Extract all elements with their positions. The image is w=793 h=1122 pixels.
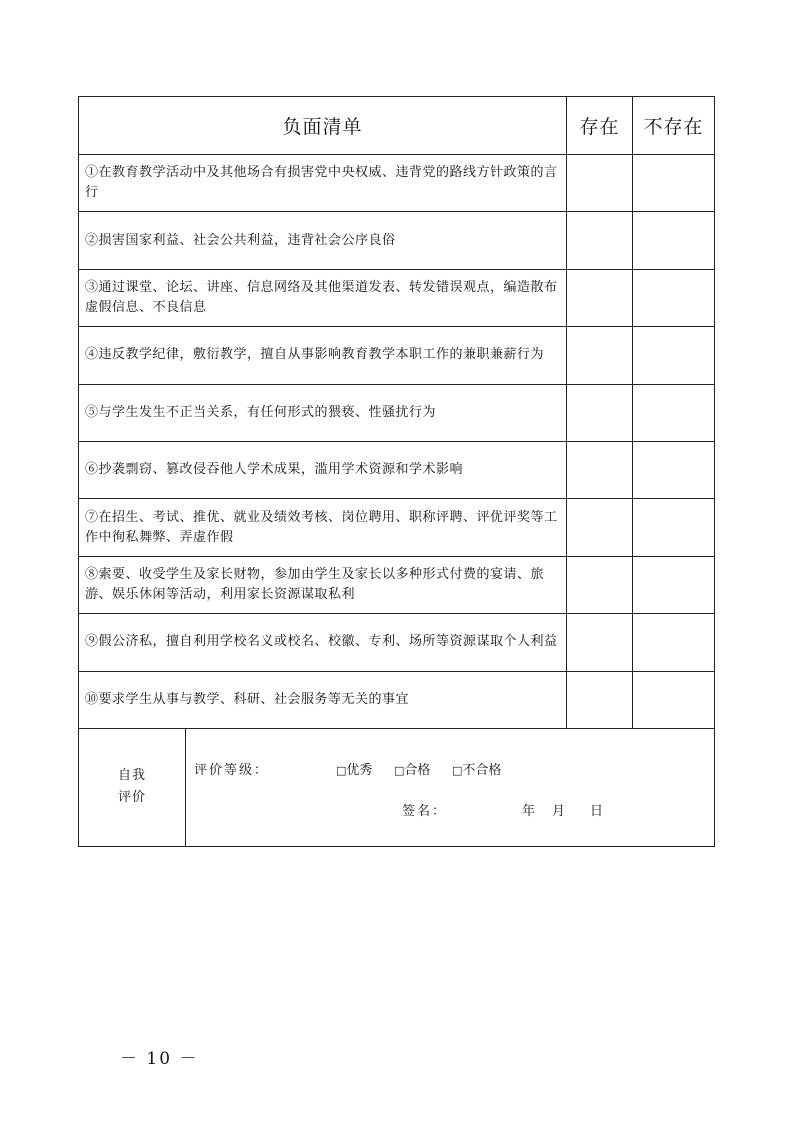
table-row — [79, 212, 714, 269]
not-exists-cell[interactable] — [633, 327, 714, 383]
negative-item-text: ⑦在招生、考试、推优、就业及绩效考核、岗位聘用、职称评聘、评优评奖等工作中徇私舞弊、弄虚作假 — [79, 499, 567, 555]
not-exists-cell[interactable] — [633, 442, 714, 498]
self-evaluation-body — [186, 729, 714, 846]
self-evaluation-label — [79, 729, 186, 846]
exists-cell[interactable] — [567, 557, 633, 613]
exists-cell[interactable] — [567, 442, 633, 498]
self-evaluation-row — [79, 729, 714, 846]
table-row — [79, 385, 714, 442]
option-pass-label: 合格 — [404, 762, 431, 778]
negative-item-text: ⑧索要、收受学生及家长财物，参加由学生及家长以多种形式付费的宴请、旅游、娱乐休闲等活动，利用家长资源谋取私利 — [79, 557, 567, 613]
not-exists-cell[interactable] — [633, 557, 714, 613]
exists-cell[interactable] — [567, 270, 633, 326]
exists-cell[interactable] — [567, 212, 633, 268]
table-row — [79, 614, 714, 671]
negative-item-text: ④违反教学纪律，敷衍教学，擅自从事影响教育教学本职工作的兼职兼薪行为 — [79, 327, 567, 383]
table-body — [79, 155, 714, 729]
negative-item-text: ⑩要求学生从事与教学、科研、社会服务等无关的事宜 — [79, 672, 567, 728]
day-label: 日 — [590, 803, 604, 819]
not-exists-cell[interactable] — [633, 212, 714, 268]
negative-item-text: ⑨假公济私，擅自利用学校名义或校名、校徽、专利、场所等资源谋取个人利益 — [79, 614, 567, 670]
not-exists-cell[interactable] — [633, 155, 714, 211]
header-negative-list: 负面清单 — [79, 97, 567, 154]
table-row — [79, 442, 714, 499]
exists-cell[interactable] — [567, 327, 633, 383]
not-exists-cell[interactable] — [633, 499, 714, 555]
self-eval-label-line1: 自我 — [117, 768, 146, 784]
table-row — [79, 270, 714, 327]
table-header — [79, 97, 714, 155]
header-exists: 存在 — [567, 97, 633, 154]
year-label: 年 — [522, 803, 536, 819]
not-exists-cell[interactable] — [633, 672, 714, 728]
negative-item-text: ②损害国家利益、社会公共利益，违背社会公序良俗 — [79, 212, 567, 268]
self-eval-label-line2: 评价 — [117, 790, 146, 806]
exists-cell[interactable] — [567, 499, 633, 555]
table-row — [79, 672, 714, 729]
not-exists-cell[interactable] — [633, 614, 714, 670]
exists-cell[interactable] — [567, 672, 633, 728]
table-row — [79, 557, 714, 614]
table-row — [79, 499, 714, 556]
negative-item-text: ⑤与学生发生不正当关系，有任何形式的猥亵、性骚扰行为 — [79, 385, 567, 441]
signature-label: 签名： — [402, 803, 448, 819]
table-row — [79, 155, 714, 212]
negative-item-text: ①在教育教学活动中及其他场合有损害党中央权威、违背党的路线方针政策的言行 — [79, 155, 567, 211]
negative-list-table — [78, 96, 715, 847]
exists-cell[interactable] — [567, 385, 633, 441]
checkbox-excellent[interactable]: □ — [336, 763, 347, 777]
not-exists-cell[interactable] — [633, 270, 714, 326]
checkbox-pass[interactable]: □ — [394, 763, 405, 777]
checkbox-fail[interactable]: □ — [452, 763, 463, 777]
month-label: 月 — [552, 803, 566, 819]
option-fail[interactable] — [452, 759, 501, 778]
option-excellent[interactable] — [336, 759, 372, 778]
exists-cell[interactable] — [567, 614, 633, 670]
grade-label: 评价等级： — [194, 762, 270, 778]
not-exists-cell[interactable] — [633, 385, 714, 441]
negative-item-text: ⑥抄袭剽窃、篡改侵吞他人学术成果，滥用学术资源和学术影响 — [79, 442, 567, 498]
exists-cell[interactable] — [567, 155, 633, 211]
page-number: － 10 － — [120, 1049, 199, 1069]
header-not-exists: 不存在 — [643, 116, 704, 138]
table-row — [79, 327, 714, 384]
option-fail-label: 不合格 — [462, 762, 502, 778]
option-excellent-label: 优秀 — [346, 762, 373, 778]
negative-item-text: ③通过课堂、论坛、讲座、信息网络及其他渠道发表、转发错误观点，编造散布虚假信息、不良信息 — [79, 270, 567, 326]
option-pass[interactable] — [394, 759, 430, 778]
